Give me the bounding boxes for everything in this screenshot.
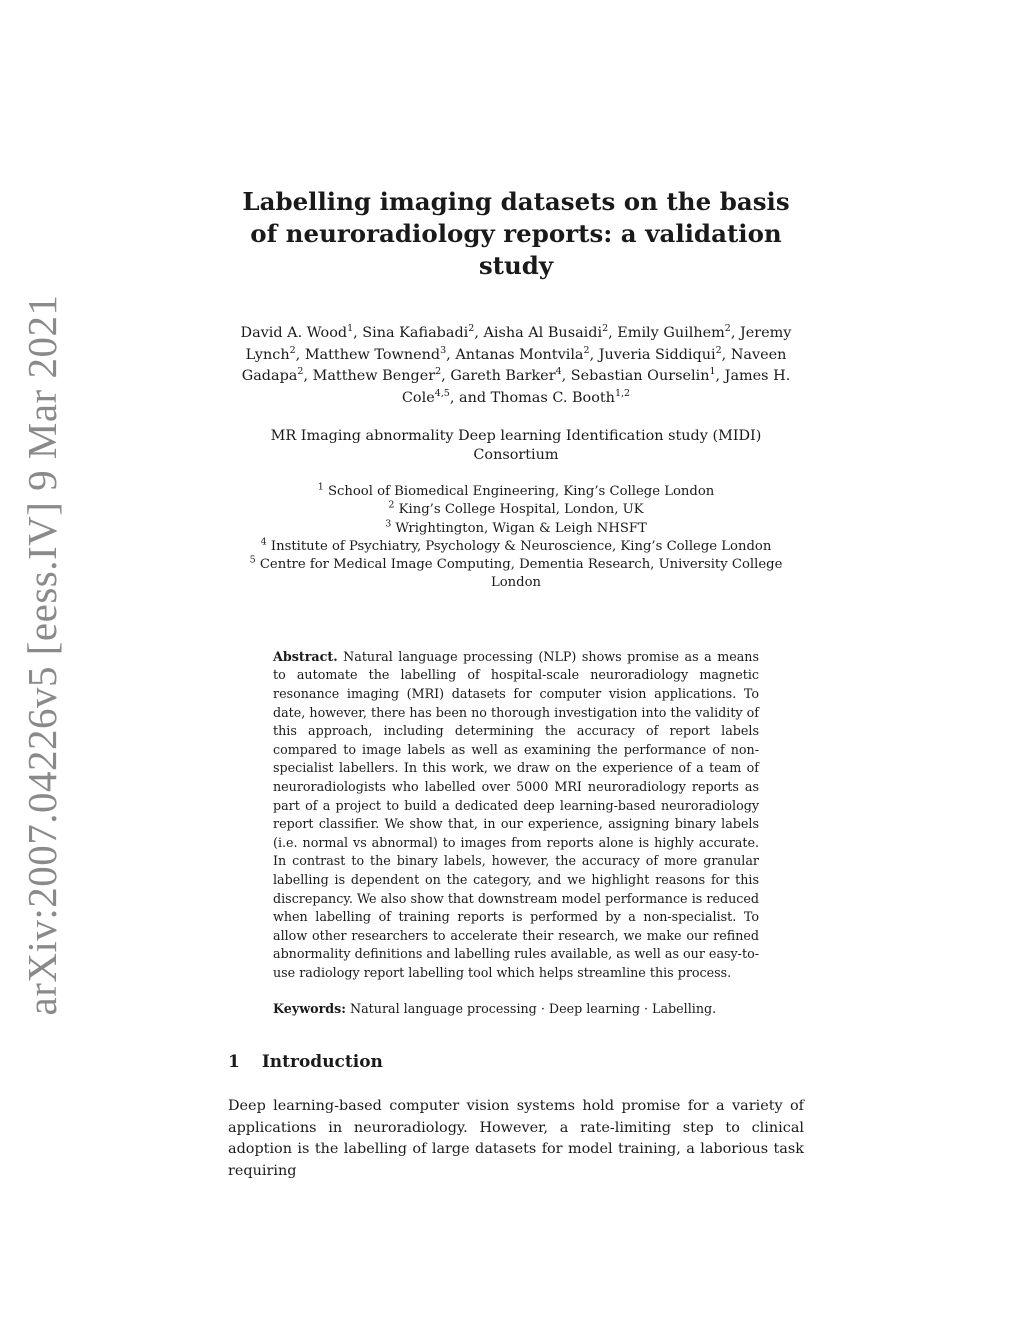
author-name: Jeremy Lynch xyxy=(245,325,792,363)
author xyxy=(483,325,608,341)
consortium-name: MR Imaging abnormality Deep learning Identification study (MIDI) Consortium xyxy=(270,428,762,463)
arxiv-identifier: arXiv:2007.04226v5 [eess.IV] 9 Mar 2021 xyxy=(19,294,65,1016)
author-affiliation-mark: 4 xyxy=(555,366,562,378)
author xyxy=(617,325,731,341)
author-name: Thomas C. Booth xyxy=(490,389,615,406)
keywords xyxy=(273,1000,759,1018)
author-name: Naveen Gadapa xyxy=(241,346,787,384)
section-number: 1 xyxy=(228,1052,240,1073)
author-affiliation-mark: 2 xyxy=(468,323,475,335)
affiliation-list xyxy=(228,483,804,593)
author-affiliation-mark: 1 xyxy=(709,366,716,378)
author-name: Matthew Benger xyxy=(312,368,436,384)
author-conjunction: and xyxy=(458,389,491,406)
author-name: Matthew Townend xyxy=(304,346,441,363)
affiliation-number: 3 xyxy=(385,518,392,530)
author-affiliation-mark: 3 xyxy=(440,344,447,356)
author-affiliation-mark: 1 xyxy=(347,323,354,335)
author-affiliation-mark: 2 xyxy=(297,366,304,378)
section-title: Introduction xyxy=(261,1052,383,1073)
affiliation xyxy=(228,501,804,519)
affiliation-text: Wrightington, Wigan & Leigh NHSFT xyxy=(391,520,647,536)
author-name: David A. Wood xyxy=(240,325,348,341)
abstract-label: Abstract. xyxy=(273,648,338,664)
author-name: Gareth Barker xyxy=(450,368,556,384)
affiliation xyxy=(228,556,804,593)
affiliation-number: 5 xyxy=(249,554,256,566)
author-affiliation-mark: 2 xyxy=(435,366,442,378)
affiliation xyxy=(228,538,804,556)
keywords-label: Keywords: xyxy=(273,1001,346,1017)
author-affiliation-mark: 2 xyxy=(289,344,296,356)
author xyxy=(304,344,447,363)
affiliation-text: King’s College Hospital, London, UK xyxy=(394,502,644,518)
author xyxy=(313,368,442,384)
author-affiliation-mark: 2 xyxy=(724,323,731,335)
affiliation-number: 1 xyxy=(317,481,324,493)
paper-title: Labelling imaging datasets on the basis of neuroradiology reports: a validation study xyxy=(242,187,790,280)
author xyxy=(241,325,354,341)
author-affiliation-mark: 1,2 xyxy=(614,387,631,399)
abstract-text: Natural language processing (NLP) shows promise as a means to automate the labelling of hospital-scale neuroradiology magnetic resonance imaging (MRI) datasets for computer vision applications. To date, however, there has been no thorough investigation into the validity of this approach, including determining the accuracy of report labels compared to image labels as well as examining the performance of non-specialist labellers. In this work, we draw on the experience of a team of neuroradiologists who labelled over 5000 MRI neuroradiology reports as part of a project to build a dedicated deep learning-based neuroradiology report classifier. We show that, in our experience, assigning binary labels (i.e. normal vs abnormal) to images from reports alone is highly accurate. In contrast to the binary labels, however, the accuracy of more granular labelling is dependent on the category, and we highlight reasons for this discrepancy. We also show that downstream model performance is reduced when labelling of training reports is performed by a non-specialist. To allow other researchers to accelerate their research, we make our refined abnormality definitions and labelling rules available, as well as our easy-to-use radiology report labelling tool which helps streamline this process. xyxy=(273,648,759,980)
author-name: Sina Kafiabadi xyxy=(362,325,469,341)
section-body-text: Deep learning-based computer vision systems hold promise for a variety of applications in neuroradiology. However, a rate-limiting step to clinical adoption is the labelling of large datasets for model training, a laborious task requiring xyxy=(228,1098,804,1179)
author-list: David A. Wood$^1$, Sina Kafiabadi$^2$, Aisha Al Busaidi$^2$, Emily Guilhem$^2$, Jeremy Lynch$^2$, Matthew Townend$^3$, Antanas Montvila$^2$, Juveria Siddiqui$^2$, Naveen Gadapa$^2$, Matthew Benger$^2$, Gareth Barker$^4$, Sebastian Ourselin$^1$, James H. Cole$^{4,5}$, and Thomas C. Booth$^{1,2}$ xyxy=(240,323,792,406)
author-affiliation-mark: 4,5 xyxy=(434,387,450,399)
abstract xyxy=(273,648,759,983)
author-affiliation-mark: 2 xyxy=(715,344,722,356)
affiliation-text: Centre for Medical Image Computing, Dementia Research, University College London xyxy=(255,557,783,591)
affiliation xyxy=(228,483,804,501)
author-affiliation-mark: 2 xyxy=(602,323,609,335)
paper-first-page xyxy=(228,186,804,1197)
author-name: Sebastian Ourselin xyxy=(570,368,710,384)
section-heading xyxy=(228,1052,804,1072)
author xyxy=(598,344,722,363)
author-name: Emily Guilhem xyxy=(617,325,725,341)
author xyxy=(455,344,590,363)
author xyxy=(571,368,716,384)
keywords-text: Natural language processing · Deep learning · Labelling. xyxy=(350,1001,717,1017)
affiliation-text: School of Biomedical Engineering, King’s College London xyxy=(323,484,715,499)
affiliation-number: 2 xyxy=(388,499,395,511)
affiliation-text: Institute of Psychiatry, Psychology & Neuroscience, King’s College London xyxy=(266,538,772,554)
author xyxy=(490,387,631,406)
author-name: Aisha Al Busaidi xyxy=(483,325,603,341)
author-name: Juveria Siddiqui xyxy=(598,346,716,363)
author-affiliation-mark: 2 xyxy=(583,344,590,356)
affiliation xyxy=(228,520,804,538)
author-name: James H. Cole xyxy=(401,368,791,406)
author xyxy=(362,325,474,341)
author xyxy=(450,368,561,384)
affiliation-number: 4 xyxy=(260,536,267,548)
author-name: Antanas Montvila xyxy=(455,346,584,363)
